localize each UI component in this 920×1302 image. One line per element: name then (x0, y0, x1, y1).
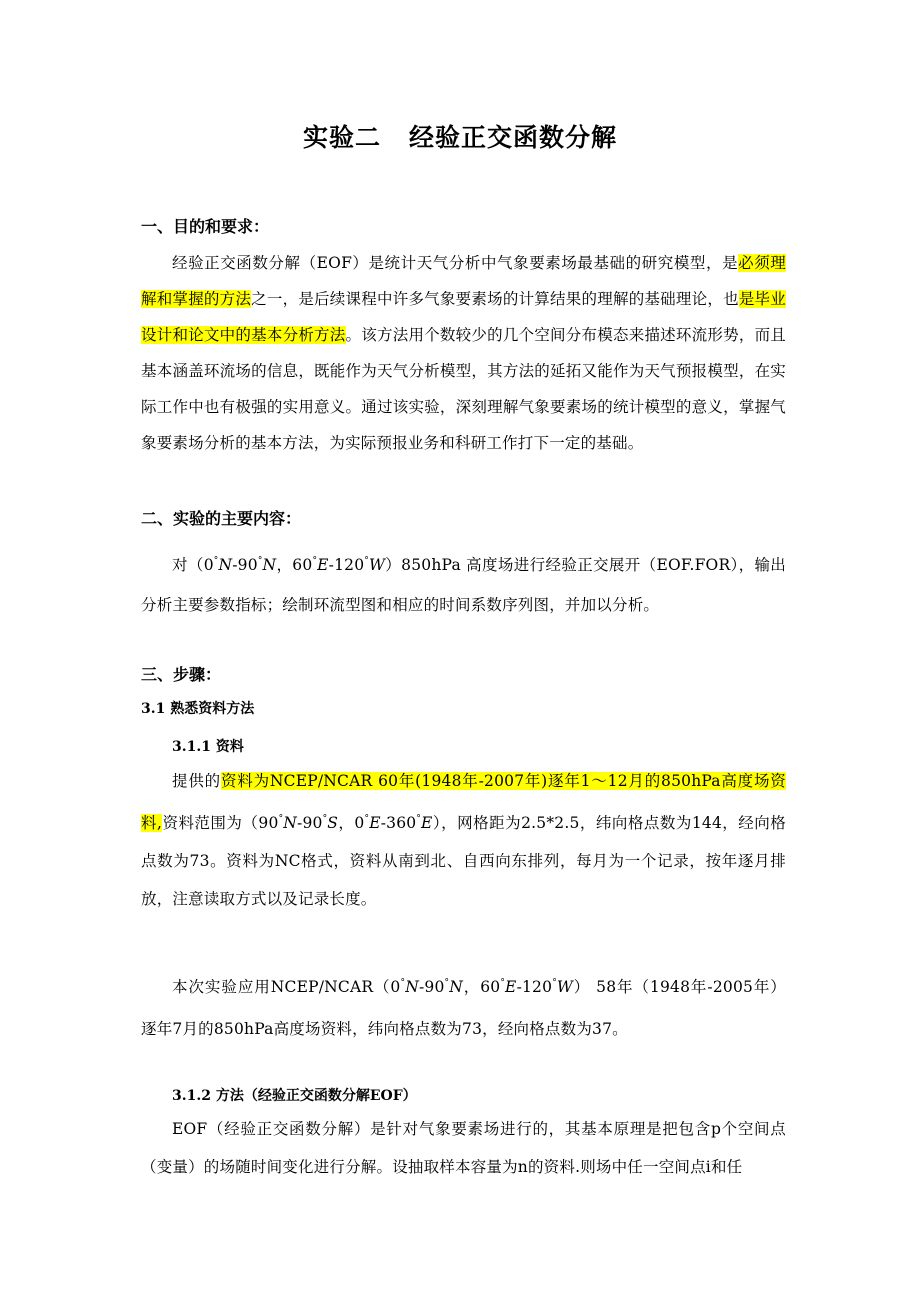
title-part1: 实验二 (302, 123, 381, 152)
degree-sign: ° (400, 978, 406, 988)
degree-sign: ° (416, 814, 422, 824)
section-1-paragraph (141, 245, 786, 461)
degree-sign: ° (278, 814, 284, 824)
degree-sign: ° (364, 556, 369, 566)
used-d: N (449, 978, 463, 996)
s2-c: -90 (232, 556, 258, 574)
section-1-heading: 一、目的和要求： (141, 217, 270, 236)
s1-text-b: 之一，是后续课程中许多气象要素场的计算结果的理解的基础理论，也 (251, 290, 739, 308)
s311-d: -90 (297, 814, 323, 832)
used-f: E (505, 978, 517, 996)
s311-a: 提供的 (172, 772, 221, 790)
used-b: N (405, 978, 419, 996)
s2-b: N (218, 556, 233, 574)
s2-h: W (368, 556, 386, 574)
s2-i: ）850hPa 高度场进行经验正交展开（EOF.FOR），输出分析主要参数指标；绘制环流型图和相应的时间系数序列图，并加以分析。 (141, 556, 786, 614)
title-part2: 经验正交函数分解 (409, 123, 618, 152)
section-3-heading: 三、步骤： (141, 665, 222, 684)
used-g: -120 (516, 978, 553, 996)
section-2-paragraph (141, 541, 786, 625)
s311-g: E (369, 814, 381, 832)
subsection-3-1-2-heading: 3.1.2 方法（经验正交函数分解EOF） (172, 1088, 417, 1104)
subsection-3-1-heading: 3.1 熟悉资料方法 (141, 701, 255, 717)
used-i: ） 58年（1948年-2005年）逐年7月的850hPa高度场资料，纬向格点数为73，经向格点数为37。 (141, 978, 786, 1038)
s311-j: ），网格距为2.5*2.5，纬向格点数为144，经向格点数为73。资料为NC格式，资料从南到北、自西向东排列，每月为一个记录，按年逐月排放，注意读取方式以及记录长度。 (141, 814, 787, 908)
s311-h: -360 (380, 814, 417, 832)
s1-highlight-2: 是毕业设计和论文中的基本分析方法 (141, 290, 786, 344)
degree-sign: ° (312, 556, 318, 566)
s1-text-c: 。该方法用个数较少的几个空间分布模态来描述环流形势，而且基本涵盖环流场的信息，既能作为天气分析模型，其方法的延拓又能作为天气预报模型，在实际工作中也有极强的实用意义。通过该实验，深刻理解气象要素场的统计模型的意义，掌握气象要素场分析的基本方法，为实际预报业务和科研工作打下一定的基础。 (141, 326, 786, 452)
s311-i: E (421, 814, 433, 832)
degree-sign: ° (213, 556, 219, 566)
s2-g: -120 (328, 556, 365, 574)
s311-b: 资料范围为（90 (162, 814, 279, 832)
s311-e: S (327, 814, 339, 832)
section-2-heading: 二、实验的主要内容： (141, 509, 302, 528)
document-title (0, 118, 920, 154)
data-description-paragraph (141, 762, 786, 918)
degree-sign: ° (257, 556, 263, 566)
s2-e: ，60 (276, 556, 313, 574)
s2-f: E (317, 556, 329, 574)
used-e: ，60 (463, 978, 501, 996)
method-paragraph: EOF（经验正交函数分解）是针对气象要素场进行的，其基本原理是把包含p个空间点（变量）的场随时间变化进行分解。设抽取样本容量为n的资料.则场中任一空间点i和任 (141, 1120, 786, 1176)
degree-sign: ° (322, 814, 328, 824)
s2-d: N (262, 556, 277, 574)
s1-highlight-1: 必须理解和掌握的方法 (141, 254, 786, 308)
degree-sign: ° (500, 978, 506, 988)
data-used-paragraph (141, 962, 786, 1050)
s2-a: 对（0 (172, 556, 214, 574)
used-c: -90 (418, 978, 445, 996)
s311-highlight: 资料为NCEP/NCAR 60年(1948年-2007年)逐年1～12月的850hPa高度场资料, (141, 772, 787, 832)
degree-sign: ° (552, 978, 557, 988)
s311-f: ，0 (338, 814, 365, 832)
used-a: 本次实验应用NCEP/NCAR（0 (172, 978, 401, 996)
degree-sign: ° (444, 978, 450, 988)
degree-sign: ° (364, 814, 370, 824)
s1-text-a: 经验正交函数分解（EOF）是统计天气分析中气象要素场最基础的研究模型，是 (172, 254, 739, 272)
s311-c: N (283, 814, 298, 832)
subsection-3-1-1-heading: 3.1.1 资料 (172, 739, 244, 755)
used-h: W (556, 978, 574, 996)
